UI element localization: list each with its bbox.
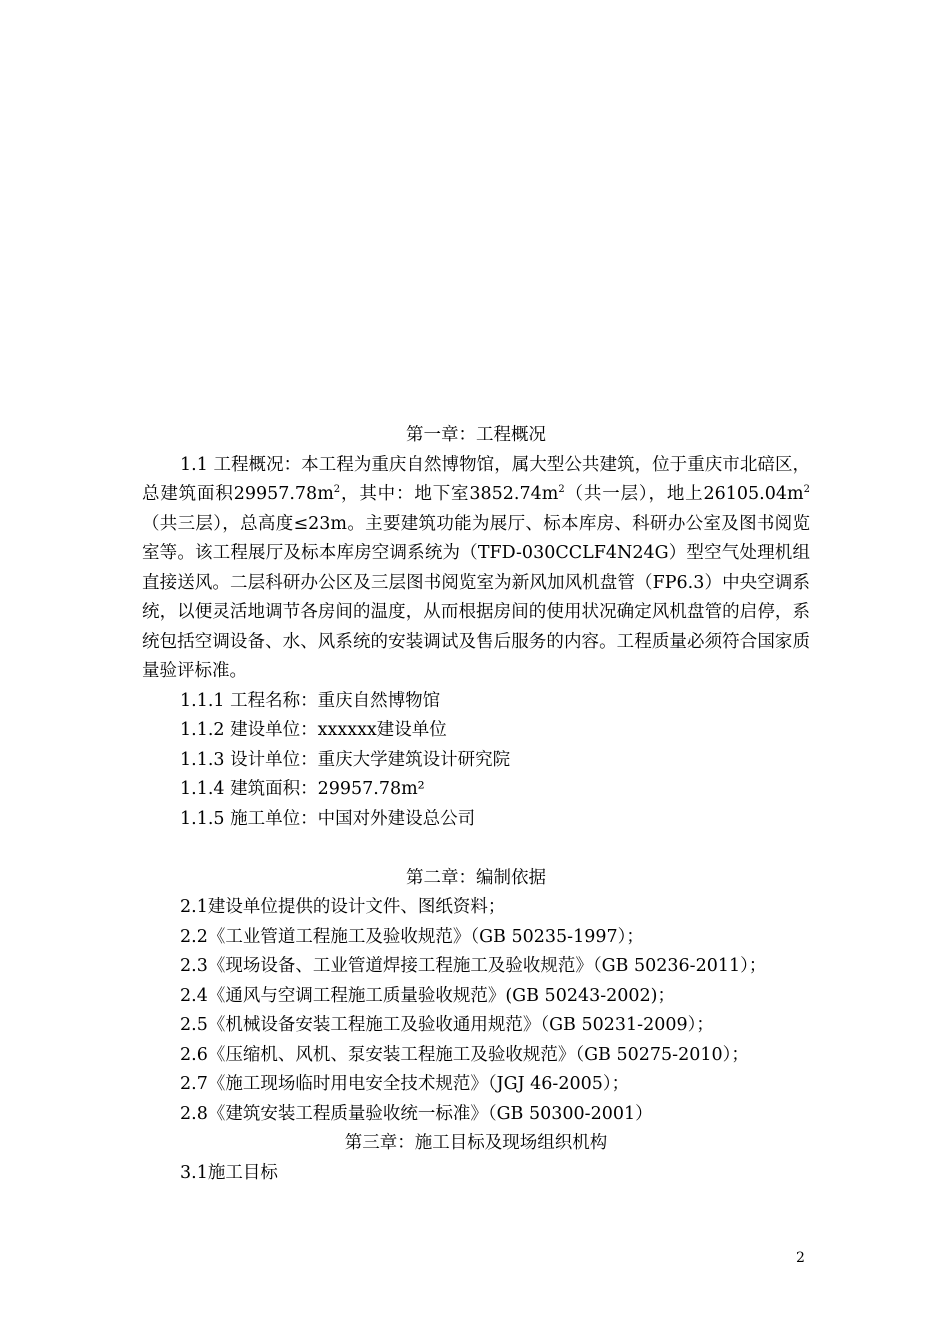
project-overview-paragraph [142, 451, 810, 687]
design-unit-item: 1.1.3 设计单位：重庆大学建筑设计研究院 [180, 749, 511, 770]
building-area-item: 1.1.4 建筑面积：29957.78m² [180, 779, 425, 799]
basis-item: 2.5《机械设备安装工程施工及验收通用规范》（GB 50231-2009）； [180, 1015, 714, 1035]
construction-unit-item: 1.1.5 施工单位：中国对外建设总公司 [180, 808, 476, 829]
superscript-2: 2 [803, 484, 810, 496]
basis-item: 2.6《压缩机、风机、泵安装工程施工及验收规范》（GB 50275-2010）； [180, 1044, 749, 1065]
chapter-2-title: 第二章：编制依据 [406, 867, 546, 888]
overview-text-1: 1.1 工程概况：本工程为重庆自然博物馆，属大型公共建筑，位于重庆市北碚区，总建筑面积29957.78m [142, 454, 810, 504]
basis-item: 2.8《建筑安装工程质量验收统一标准》（GB 50300-2001） [180, 1103, 653, 1124]
page-content [142, 421, 810, 1188]
superscript-2: 2 [558, 484, 565, 496]
overview-text-4: （共三层），总高度≤23m。主要建筑功能为展厅、标本库房、科研办公室及图书阅览室等。该工程展厅及标本库房空调系统为（TFD-030CCLF4N24G）型空气处理机组直接送风。二层科研办公区及三层图书阅览室为新风加风机盘管（FP6.3）中央空调系统，以便灵活地调节各房间的温度，从而根据房间的使用状况确定风机盘管的启停，系统包括空调设备、水、风系统的安装调试及售后服务的内容。工程质量必须符合国家质量验评标准。 [142, 513, 810, 681]
basis-item: 2.4《通风与空调工程施工质量验收规范》(GB 50243-2002)； [180, 985, 676, 1006]
page-number: 2 [796, 1250, 805, 1266]
basis-item: 2.1建设单位提供的设计文件、图纸资料； [180, 897, 506, 917]
basis-item: 2.3《现场设备、工业管道焊接工程施工及验收规范》（GB 50236-2011）； [180, 956, 767, 976]
superscript-2: 2 [333, 484, 341, 496]
basis-item: 2.7《施工现场临时用电安全技术规范》（JGJ 46-2005）； [180, 1074, 630, 1094]
basis-item: 2.2《工业管道工程施工及验收规范》（GB 50235-1997）； [180, 926, 644, 947]
chapter-3-title: 第三章：施工目标及现场组织机构 [344, 1133, 608, 1153]
overview-text-2: ，其中：地下室3852.74m [340, 484, 559, 504]
chapter-1-title: 第一章：工程概况 [406, 425, 546, 445]
project-name-item: 1.1.1 工程名称：重庆自然博物馆 [180, 690, 441, 711]
construction-goal-item: 3.1施工目标 [180, 1162, 278, 1183]
overview-text-3: （共一层），地上26105.04m [564, 484, 804, 504]
owner-unit-item: 1.1.2 建设单位：xxxxxx建设单位 [180, 720, 447, 740]
section-spacer [142, 834, 810, 864]
